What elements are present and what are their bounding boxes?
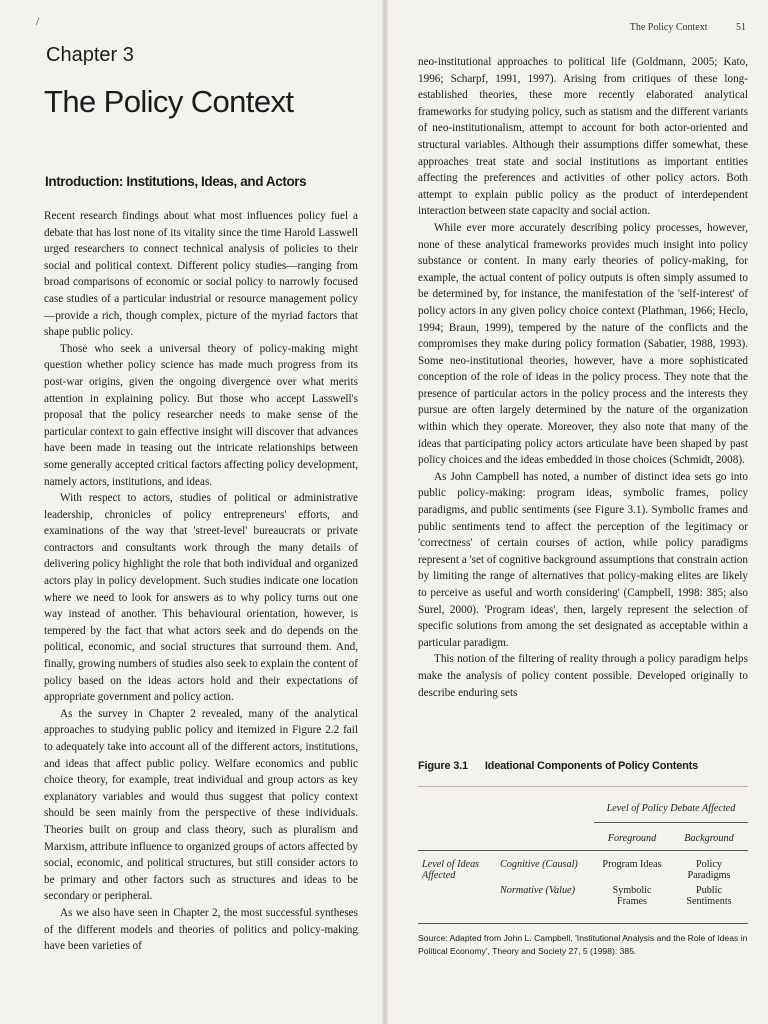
running-head-title: The Policy Context	[629, 22, 708, 33]
paragraph: Those who seek a universal theory of policy-making might question whether policy science has made much progress from its post-war origins, given the ongoing divergence over what merits attention in explaining policy. But those who accept Lasswell's proposal that the policy researcher needs to make sense of the particular context to gain effective insight will discover that advances have been made in teasing out the intricate relationships between some generally accepted critical factors affecting policy development, namely actors, institutions, and ideas.	[44, 342, 358, 488]
cell-foreground: Symbolic Frames	[612, 885, 652, 907]
margin-mark: /	[36, 14, 40, 28]
right-page	[388, 0, 768, 1024]
spanning-header: Level of Policy Debate Affected	[594, 801, 748, 823]
cell-foreground: Program Ideas	[602, 859, 662, 870]
section-heading: Introduction: Institutions, Ideas, and Actors	[45, 174, 307, 189]
column-header-foreground: Foreground	[594, 823, 670, 851]
paragraph: As the survey in Chapter 2 revealed, many of the analytical approaches to studying public policy and itemized in Figure 2.2 fail to adequately take into account all of the different actors, institutions, and ideas that affect public policy. Welfare economics and public choice theory, for example, treat individual and group actors as key explanatory variables and would thus suggest that policy context should be seen mainly from the perspective of these individuals. Theories built on group and class theory, such as pluralism and Marxism, attribute influence to organized groups of actors affected by social, economic, and political structures, but still consider actors to be primary and other factors such as structures and ideas to be secondary or peripheral.	[44, 707, 358, 903]
paragraph: neo-institutional approaches to political life (Goldmann, 2005; Kato, 1996; Scharpf, 1991, 1997). Arising from critiques of these long-established theories, these more recently elaborated analytical frameworks for studying policy, such as statism and the different variants of neo-institutionalism, attempt to account for both actor-oriented and structural variables. Although their assumptions differ somewhat, these approaches treat state and social institutions as important entities affecting the preferences and activities of other policy actors. Both attempt to explain public policy as the product of interdependent interaction between state capacity and social action.	[418, 56, 748, 218]
page-number: 51	[736, 22, 746, 33]
figure-number: Figure 3.1	[418, 760, 468, 772]
cell-background: Public Sentiments	[686, 885, 732, 907]
figure-title: Ideational Components of Policy Contents	[484, 760, 699, 772]
figure-3-1	[418, 760, 748, 957]
paragraph: While ever more accurately describing policy processes, however, none of these analytical frameworks provides much insight into policy substance or content. In many early theories of policy-making, for example, the actual content of policy outputs is often simply assumed to be determined by, for instance, the manifestation of the 'self-interest' of policy actors in any given policy choice context (Plathman, 1966; Heclo, 1994; Braun, 1999), tempered by the nature of the conflicts and the compromises they make during policy formation (Sabatier, 1988, 1993). Some neo-institutional theories, however, have a more sophisticated conception of the role of ideas in the policy process. They note that the presence of particular actors in the policy process and the interests they pursue are often largely determined by the nature of the organization within which they operate. Moreover, they also note that many of the ideas that participating policy actors articulate have been shaped by past policy choices and the ideas embedded in those choices (Schmidt, 2008).	[418, 221, 748, 467]
figure-rule	[418, 786, 748, 787]
paragraph: Recent research findings about what most influences policy fuel a debate that has lost none of its vitality since the time Harold Lasswell urged researchers to connect technical analysis of policies to their social and political context. Different policy studies—ranging from broad comparisons of economic or social policy to narrowly focused case studies of a particular industrial or resource management policy—provide a rich, though complex, picture of the myriad factors that shape public policy.	[44, 210, 358, 339]
figure-table	[418, 801, 748, 909]
cell-background: Policy Paradigms	[687, 859, 731, 881]
figure-caption	[418, 760, 748, 772]
chapter-title: The Policy Context	[44, 84, 294, 119]
left-body-text	[44, 208, 358, 955]
column-header-background: Background	[670, 823, 748, 851]
row-label: Normative (Value)	[500, 885, 575, 896]
chapter-label: Chapter 3	[46, 44, 134, 66]
paragraph: As John Campbell has noted, a number of distinct idea sets go into public policy-making: program ideas, symbolic frames, policy paradigms, and public sentiments (see Figure 3.1). Symbolic frames and public sentiments tend to affect the perception of the legitimacy or 'correctness' of certain courses of action, while policy paradigms represent a 'set of cognitive background assumptions that constrain action by limiting the range of alternatives that policy-making elites are likely to perceive as useful and worth considering' (Campbell, 1998: 385; also Surel, 2000). 'Program ideas', then, largely represent the selection of specific solutions from among the set designated as acceptable within a particular paradigm.	[418, 470, 748, 649]
left-page	[0, 0, 382, 1024]
paragraph: This notion of the filtering of reality through a policy paradigm helps make the analysis of policy content possible. Developed originally to describe enduring sets	[418, 653, 748, 699]
paragraph: With respect to actors, studies of political or administrative leadership, chronicles of policy entrepreneurs' efforts, and examinations of the way that 'street-level' bureaucrats or private contractors and consultants work through the many details of delivering policy highlight the role that both individual and organized actors play in policy development. Such studies indicate one location where we need to look for answers as to why policy turns out one way instead of another. This behavioural orientation, however, is tempered by the fact that what actors seek and do depends on the political, economic, and social structures that surround them. And, finally, growing numbers of studies also seek to explain the content of policy based on the ideas actors hold and their expectations of appropriate government and policy action.	[44, 492, 358, 704]
row-header: Level of Ideas Affected	[422, 859, 480, 881]
paragraph: As we also have seen in Chapter 2, the most successful syntheses of the different models and theories of politics and policy-making have been varieties of	[44, 906, 358, 953]
right-body-text	[418, 54, 748, 701]
table-row	[418, 851, 748, 884]
row-label: Cognitive (Causal)	[500, 859, 578, 870]
figure-spanning-header-row	[418, 801, 748, 823]
running-head	[630, 22, 746, 33]
figure-column-header-row	[418, 823, 748, 851]
figure-source: Source: Adapted from John L. Campbell, 'Institutional Analysis and the Role of Ideas in Political Economy', Theory and Society 27, 5 (1998): 385.	[418, 923, 748, 957]
